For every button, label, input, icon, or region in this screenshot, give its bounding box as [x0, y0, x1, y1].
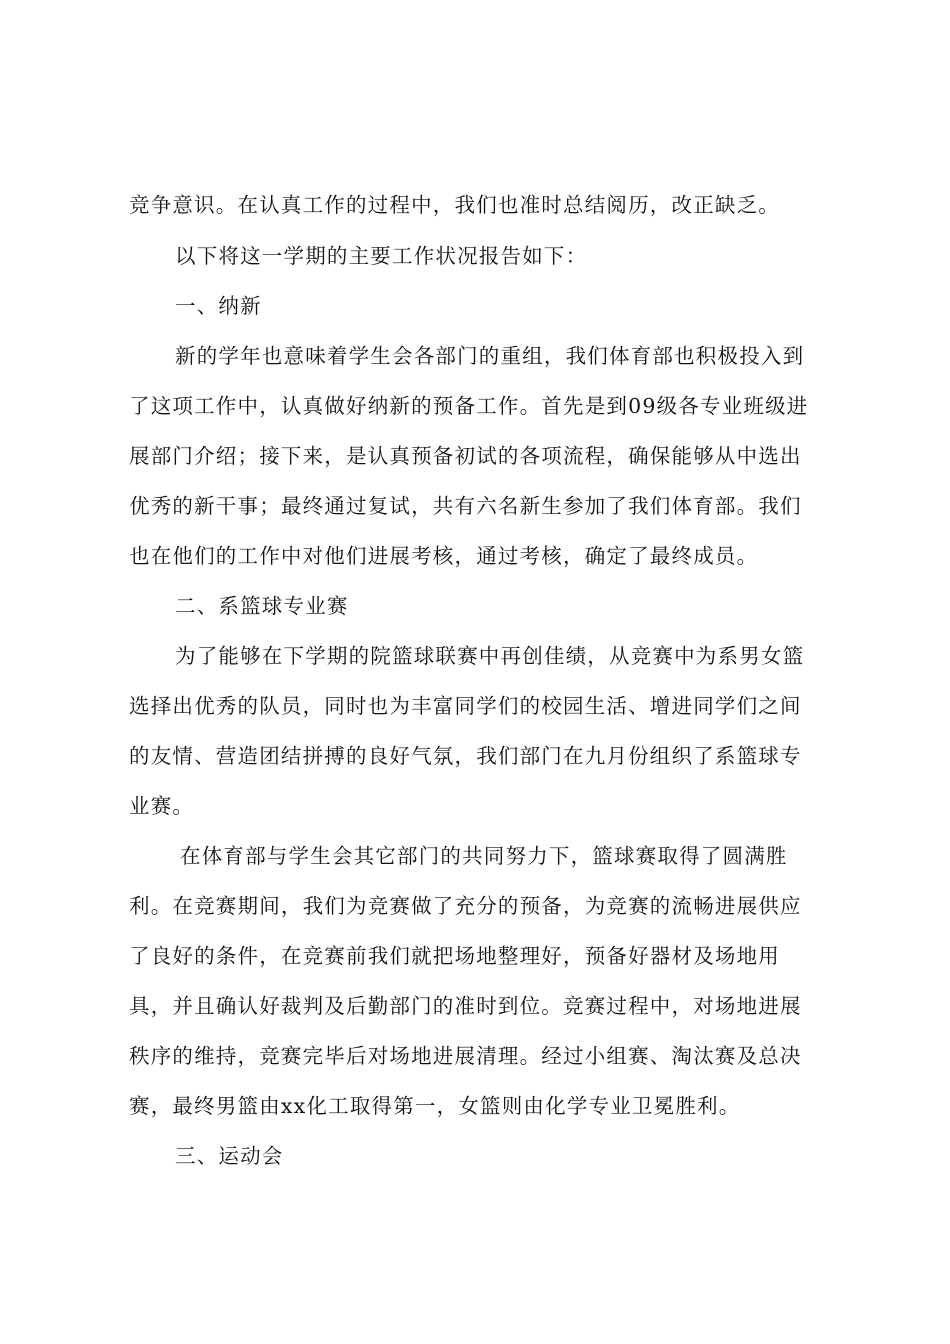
paragraph-line: 在体育部与学生会其它部门的共同努力下，篮球赛取得了圆满胜 [180, 844, 788, 868]
paragraph-line: 业赛。 [129, 794, 195, 818]
paragraph-line: 以下将这一学期的主要工作状况报告如下： [175, 244, 588, 268]
paragraph-line: 选择出优秀的队员，同时也为丰富同学们的校园生活、增进同学们之间 [129, 694, 802, 718]
paragraph-line: 展部门介绍；接下来，是认真预备初试的各项流程，确保能够从中选出 [129, 444, 802, 468]
paragraph-line: 了这项工作中，认真做好纳新的预备工作。首先是到09级各专业班级进 [129, 394, 809, 418]
paragraph-line: 具，并且确认好裁判及后勤部门的准时到位。竞赛过程中，对场地进展 [129, 994, 802, 1018]
paragraph-line: 秩序的维持，竞赛完毕后对场地进展清理。经过小组赛、淘汰赛及总决 [129, 1044, 802, 1068]
paragraph-line: 赛，最终男篮由xx化工取得第一，女篮则由化学专业卫冕胜利。 [129, 1094, 741, 1118]
section-heading: 三、运动会 [175, 1144, 284, 1168]
section-heading: 二、系篮球专业赛 [175, 594, 349, 618]
paragraph-line: 的友情、营造团结拼搏的良好气氛，我们部门在九月份组织了系篮球专 [129, 744, 802, 768]
paragraph-line: 也在他们的工作中对他们进展考核，通过考核，确定了最终成员。 [129, 544, 759, 568]
paragraph-line: 竞争意识。在认真工作的过程中，我们也准时总结阅历，改正缺乏。 [129, 193, 780, 217]
paragraph-line: 利。在竞赛期间，我们为竞赛做了充分的预备，为竞赛的流畅进展供应 [129, 894, 802, 918]
section-heading: 一、纳新 [175, 294, 262, 318]
paragraph-line: 优秀的新干事；最终通过复试，共有六名新生参加了我们体育部。我们 [129, 494, 802, 518]
paragraph-line: 新的学年也意味着学生会各部门的重组，我们体育部也积极投入到 [175, 344, 805, 368]
paragraph-line: 了良好的条件，在竞赛前我们就把场地整理好，预备好器材及场地用 [129, 944, 780, 968]
paragraph-line: 为了能够在下学期的院篮球联赛中再创佳绩，从竞赛中为系男女篮 [175, 644, 805, 668]
